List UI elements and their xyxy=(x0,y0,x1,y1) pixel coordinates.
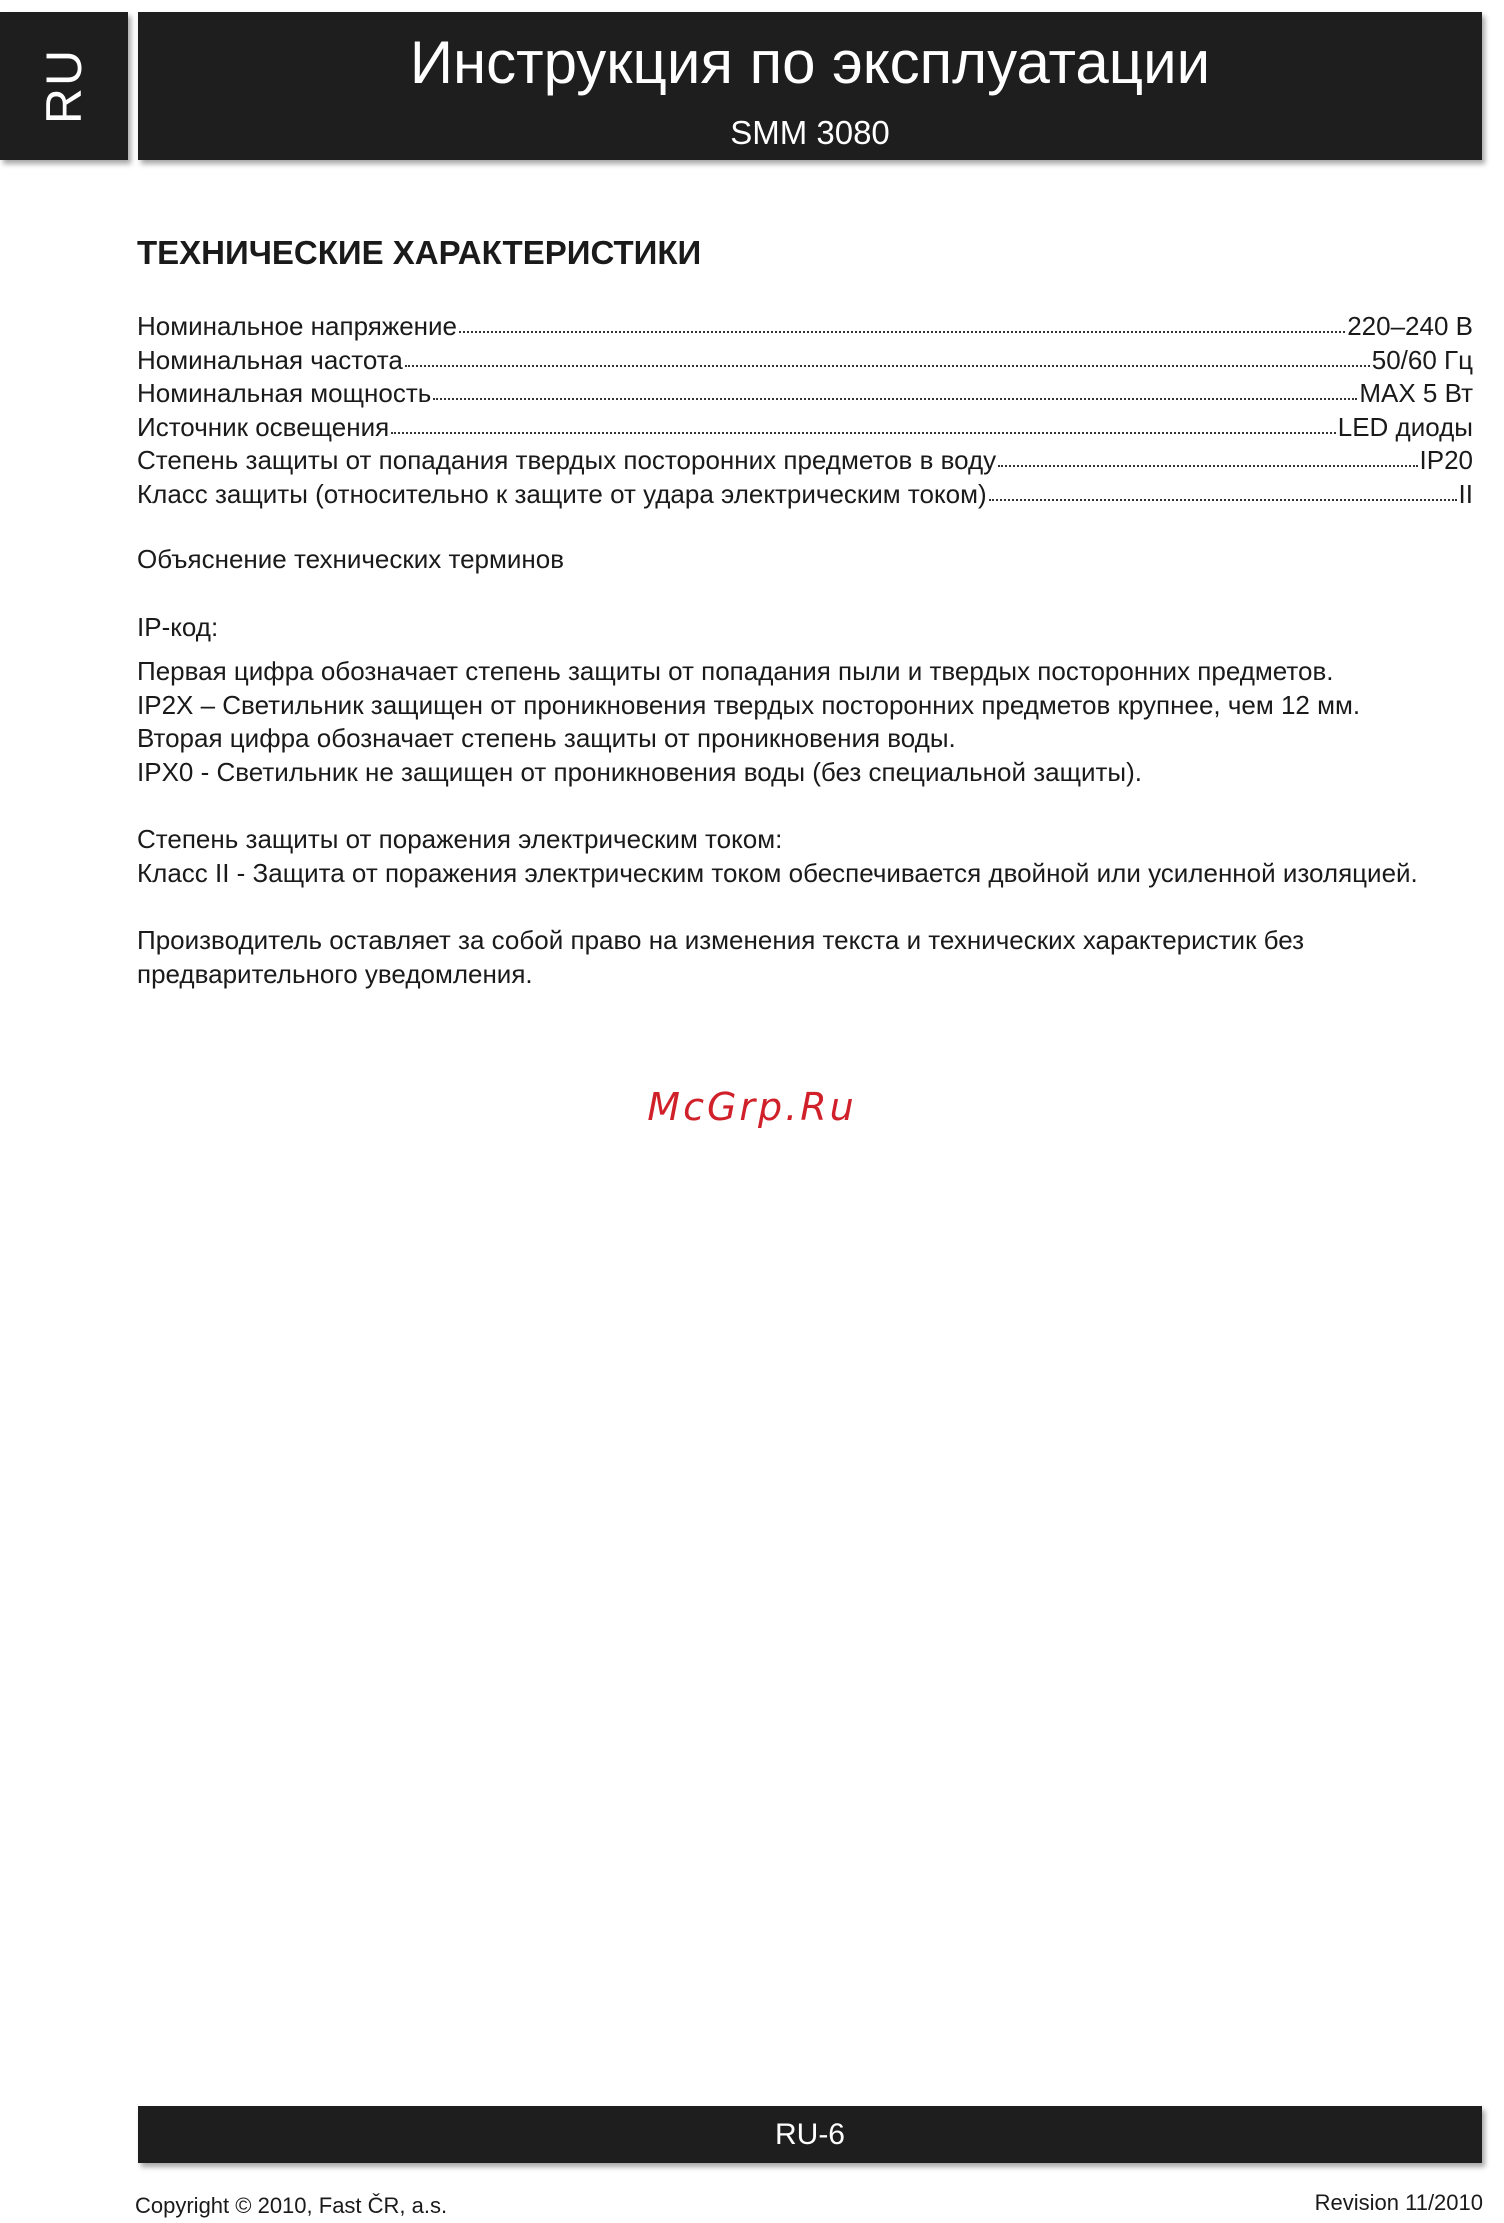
spec-value: 50/60 Гц xyxy=(1371,344,1473,375)
watermark: McGrp.Ru xyxy=(647,1085,857,1129)
spec-row xyxy=(137,344,1473,378)
spec-value: MAX 5 Вт xyxy=(1359,378,1473,408)
ip-code-explanation xyxy=(137,655,1473,789)
spec-label: Источник освещения xyxy=(137,411,390,442)
spec-list xyxy=(137,310,1473,511)
spec-label: Класс защиты (относительно к защите от удара электрическим током) xyxy=(137,478,987,509)
ip-line: IP2X – Светильник защищен от проникновения твердых посторонних предметов крупнее, чем 12 мм. xyxy=(137,689,1361,720)
shock-heading: Степень защиты от поражения электрическим током: xyxy=(137,824,783,854)
spec-row xyxy=(137,377,1473,411)
spec-label: Степень защиты от попадания твердых посторонних предметов в воду xyxy=(137,445,997,475)
dot-leader xyxy=(998,457,1417,467)
revision: Revision 11/2010 xyxy=(1314,2190,1483,2215)
section-title: ТЕХНИЧЕСКИЕ ХАРАКТЕРИСТИКИ xyxy=(137,234,702,271)
spec-row xyxy=(137,310,1473,344)
main-content xyxy=(137,230,1473,991)
spec-row xyxy=(137,444,1473,478)
copyright: Copyright © 2010, Fast ČR, a.s. xyxy=(135,2193,448,2218)
dot-leader xyxy=(433,390,1357,400)
header-bar xyxy=(138,12,1482,160)
shock-protection xyxy=(137,823,1473,890)
dot-leader xyxy=(989,491,1457,501)
ip-code-label: IP-код: xyxy=(137,611,219,642)
spec-row xyxy=(137,478,1473,512)
dot-leader xyxy=(391,424,1336,434)
spec-row xyxy=(137,411,1473,445)
terms-heading: Объяснение технических терминов xyxy=(137,544,565,574)
ip-line: IPX0 - Светильник не защищен от проникновения воды (без специальной защиты). xyxy=(137,756,1142,787)
spec-value: II xyxy=(1458,478,1473,509)
spec-label: Номинальная мощность xyxy=(137,378,432,408)
spec-value: LED диоды xyxy=(1337,411,1473,442)
page-title: Инструкция по эксплуатации xyxy=(409,29,1211,96)
ip-line: Первая цифра обозначает степень защиты от попадания пыли и твердых посторонних предметов. xyxy=(137,656,1334,686)
manufacturer-notice: Производитель оставляет за собой право на изменения текста и технических характеристик без предварительного уведомления. xyxy=(137,925,1305,989)
spec-value: IP20 xyxy=(1419,445,1473,475)
shock-text: Класс II - Защита от поражения электрическим током обеспечивается двойной или усиленной изоляцией. xyxy=(137,857,1418,888)
language-code: RU xyxy=(36,47,92,125)
language-tab xyxy=(0,12,128,160)
ip-line: Вторая цифра обозначает степень защиты от проникновения воды. xyxy=(137,723,956,753)
page-number: RU-6 xyxy=(774,2118,845,2151)
spec-label: Номинальная частота xyxy=(137,344,403,375)
spec-label: Номинальное напряжение xyxy=(137,311,458,341)
spec-value: 220–240 В xyxy=(1347,311,1473,341)
model-number: SMM 3080 xyxy=(730,114,890,151)
footer-bar xyxy=(138,2106,1482,2163)
dot-leader xyxy=(405,357,1370,367)
dot-leader xyxy=(459,323,1345,333)
